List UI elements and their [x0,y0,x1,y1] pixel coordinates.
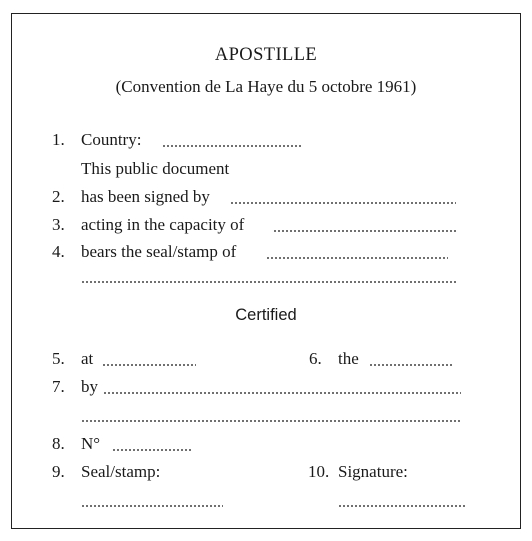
seal-of-field-line-2[interactable] [81,281,456,283]
by-field-line[interactable] [103,392,461,394]
at-label: at [81,349,94,368]
document-subtitle: (Convention de La Haye du 5 octobre 1961) [115,77,417,96]
signed-by-field-line[interactable] [230,202,456,204]
by-label: by [81,377,98,396]
signature-label: Signature: [338,462,408,481]
capacity-label: acting in the capacity of [81,215,245,234]
document-title: APOSTILLE [214,45,318,65]
number-label: N° [81,434,101,453]
country-field-line[interactable] [162,145,301,147]
public-document-text: This public document [81,159,230,178]
capacity-field-line[interactable] [273,230,456,232]
country-label: Country: [81,130,142,149]
seal-stamp-label: Seal/stamp: [81,462,161,481]
the-label: the [338,349,359,368]
signed-by-label: has been signed by [81,187,210,206]
seal-stamp-field-line[interactable] [81,505,223,507]
item-number-4: 4. [52,242,65,261]
number-field-line[interactable] [112,449,192,451]
item-number-5: 5. [52,349,65,368]
by-field-line-2[interactable] [81,420,461,422]
signature-field-line[interactable] [338,505,466,507]
item-number-6: 6. [309,349,322,368]
at-field-line[interactable] [102,364,196,366]
item-number-8: 8. [52,434,65,453]
certified-heading: Certified [235,306,297,324]
item-number-10: 10. [308,462,330,481]
item-number-9: 9. [52,462,65,481]
item-number-7: 7. [52,377,65,396]
the-field-line[interactable] [369,364,453,366]
seal-of-field-line[interactable] [266,257,448,259]
seal-of-label: bears the seal/stamp of [81,242,237,261]
item-number-1: 1. [52,130,65,149]
item-number-3: 3. [52,215,65,234]
item-number-2: 2. [52,187,65,206]
